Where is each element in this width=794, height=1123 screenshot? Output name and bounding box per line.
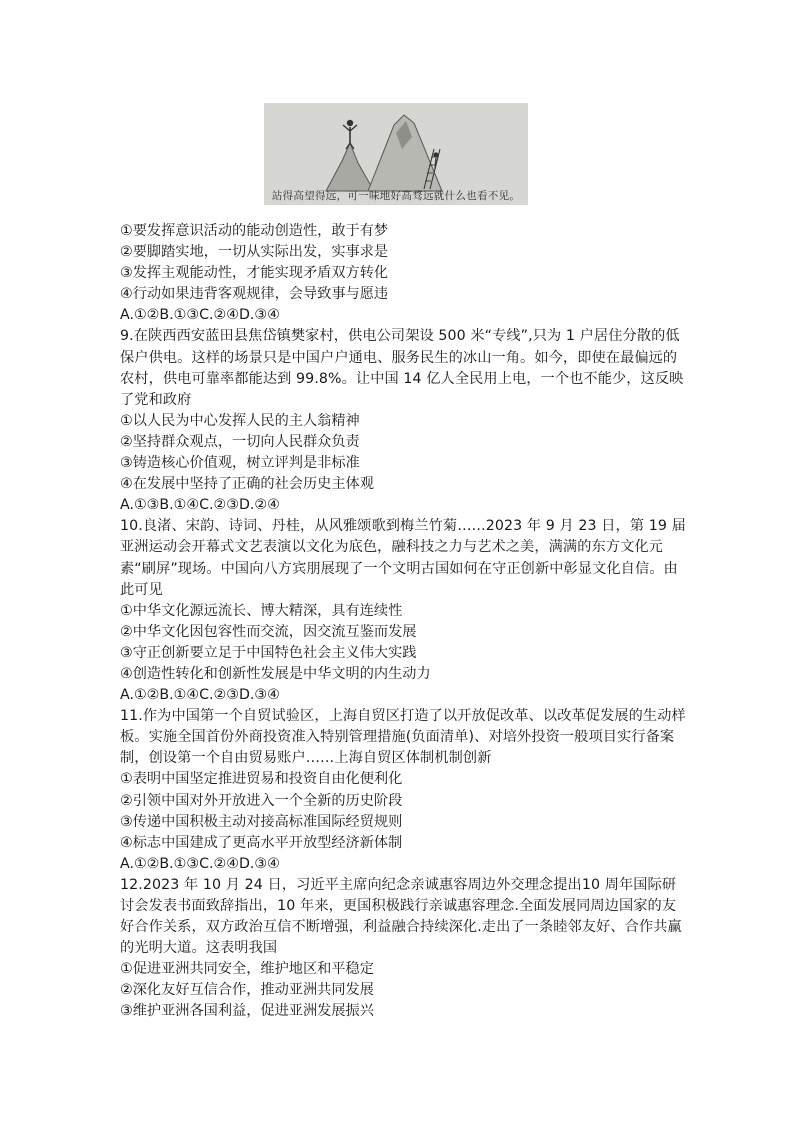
q12-option-2: ②深化友好互信合作，推动亚洲共同发展 — [120, 982, 374, 999]
q9-option-1: ①以人民为中心发挥人民的主人翁精神 — [120, 412, 360, 429]
q8-option-3: ③发挥主观能动性，才能实现矛盾双方转化 — [120, 265, 389, 282]
q8-option-1: ①要发挥意识活动的能动创造性，敢于有梦 — [120, 223, 389, 239]
q9-option-2: ②坚持群众观点，一切向人民群众负责 — [120, 433, 360, 450]
q9-option-4: ④在发展中坚持了正确的社会历史主体观 — [120, 476, 374, 493]
question-text — [120, 221, 690, 1023]
q10-option-1: ①中华文化源远流长、博大精深，具有连续性 — [120, 602, 403, 619]
q12-option-1: ①促进亚洲共同安全，维护地区和平稳定 — [120, 961, 374, 978]
q11-option-1: ①表明中国坚定推进贸易和投资自由化便利化 — [120, 771, 403, 788]
q8-option-2: ②要脚踏实地，一切从实际出发，实事求是 — [120, 244, 389, 261]
q10-stem: 10.良渚、宋韵、诗词、丹桂，从风雅颂歌到梅兰竹菊……2023 年 9 月 23 日，第 19 届亚洲运动会开幕式文艺表演以文化为底色，融科技之力与艺术之美，满满的东方文化元素“刷屏”现场。中国向八方宾朋展现了一个文明古国如何在守正创新中彰显文化自信。由此可见 — [120, 518, 686, 598]
q9-stem: 9.在陕西西安蓝田县焦岱镇樊家村，供电公司架设 500 米“专线”,只为 1 户居住分散的低保户供电。这样的场景只是中国户户通电、服务民生的冰山一角。如今，即使在最偏远的农村，供电可靠率都能达到 99.8%。让中国 14 亿人全民用上电，一个也不能少，这反映了党和政府 — [120, 328, 684, 408]
q10-option-4: ④创造性转化和创新性发展是中华文明的内生动力 — [120, 665, 431, 682]
cartoon-figure — [264, 103, 528, 205]
q11-stem: 11.作为中国第一个自贸试验区，上海自贸区打造了以开放促改革、以改革促发展的生动样板。实施全国首份外商投资准入特别管理措施(负面清单)、对培外投资一般项目实行备案制，创设第一个自由贸易账户……上海自贸区体制机制创新 — [120, 708, 686, 767]
q8-answer-choices: A.①②B.①③C.②④D.③④ — [120, 307, 280, 324]
q11-option-3: ③传递中国积极主动对接高标准国际经贸规则 — [120, 813, 403, 830]
figure-caption: 站得高望得远，可一味地好高骛远就什么也看不见。 — [271, 190, 521, 202]
q8-option-4: ④行动如果违背客观规律，会导致事与愿违 — [120, 286, 389, 303]
q9-answer-choices: A.①③B.①④C.②③D.②④ — [120, 497, 280, 514]
q9-option-3: ③铸造核心价值观，树立评判是非标准 — [120, 455, 360, 472]
q12-stem: 12.2023 年 10 月 24 日，习近平主席向纪念亲诚惠容周边外交理念提出10 周年国际研讨会发表书面致辞指出，10 年来，更国积极践行亲诚惠容理念.全面发展同周边国家的友好合作关系，双方政治互信不断增强，利益融合持续深化.走出了一条睦邻友好、合作共赢的光明大道。这表明我国 — [120, 876, 682, 957]
q10-option-2: ②中华文化因包容性而交流，因交流互鉴而发展 — [120, 623, 417, 640]
q10-answer-choices: A.①②B.①④C.②③D.③④ — [120, 687, 280, 704]
q10-option-3: ③守正创新要立足于中国特色社会主义伟大实践 — [120, 644, 417, 661]
q12-option-3: ③维护亚洲各国利益，促进亚洲发展振兴 — [120, 1003, 374, 1020]
q11-option-4: ④标志中国建成了更高水平开放型经济新体制 — [120, 834, 403, 851]
q11-option-2: ②引领中国对外开放进入一个全新的历史阶段 — [120, 792, 403, 809]
q11-answer-choices: A.①②B.①③C.②④D.③④ — [120, 855, 280, 872]
